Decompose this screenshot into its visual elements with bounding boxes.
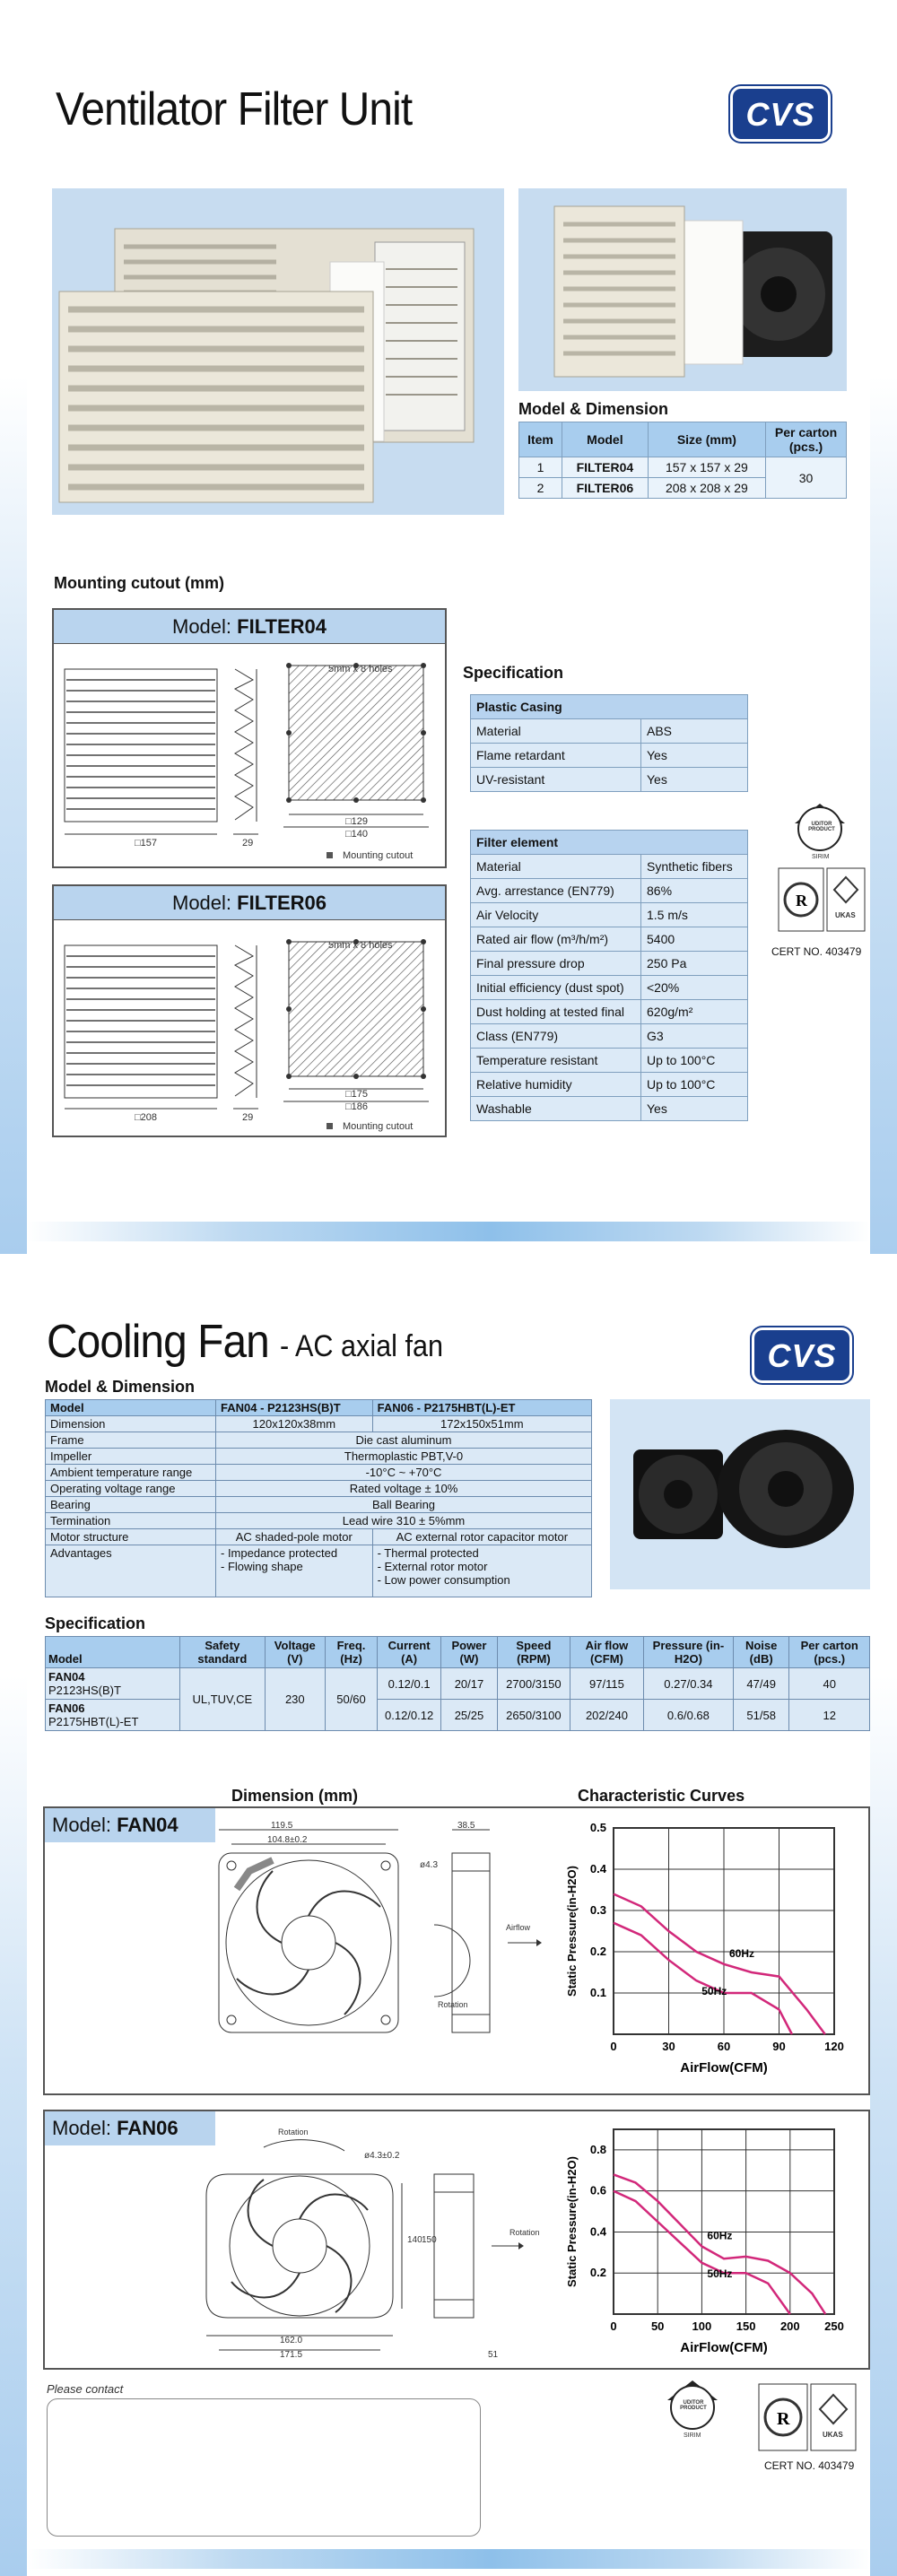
bottom-gradient-bar (27, 1222, 870, 1241)
y-axis-label: Static Pressure(in-H2O) (565, 2156, 579, 2287)
cert-number: CERT NO. 403479 (771, 945, 862, 958)
svg-text:R: R (796, 892, 807, 909)
fan-spec-table: Model Safety standard Voltage (V) Freq. (Hz) Current (A) Power (W) Speed (RPM) Air flow (CFM) Pressure (in-H2O) Noise (dB) Per carton (pcs.) FAN04 P2123HS(B)T UL,TUV,CE 230 50/60 0.12/0.1 20/17 2700/3150 97/115 0.27/0.34 47/49 40 FAN06 P2175HBT(L)-ET 0.12/0.12 25/25 2650/3100 202/240 0.6/0.68 51/58 12 (45, 1636, 870, 1731)
cvs-logo: CVS (730, 86, 831, 142)
page-gap (0, 1254, 897, 1290)
table-row: Termination Lead wire 310 ± 5%mm (46, 1513, 592, 1529)
table-row: Flame retardant Yes (471, 744, 748, 768)
x-tick-label: 0 (610, 2319, 617, 2333)
x-tick-label: 30 (662, 2040, 675, 2053)
bottom-gradient-bar-2 (27, 2549, 870, 2569)
table-row: UV-resistant Yes (471, 768, 748, 792)
table-row: Relative humidity Up to 100°C (471, 1073, 748, 1097)
y-axis-label: Static Pressure(in-H2O) (565, 1866, 579, 1997)
x-tick-label: 60 (717, 2040, 731, 2053)
filter-photo-large (52, 188, 504, 515)
table-row: Frame Die cast aluminum (46, 1432, 592, 1449)
table-row: Ambient temperature range -10°C ~ +70°C (46, 1465, 592, 1481)
table-row: Motor structure AC shaded-pole motor AC external rotor capacitor motor (46, 1529, 592, 1545)
certification-block-2: R UDITOR PRODUCT SIRIM UKAS CERT NO. 403479 (666, 2377, 859, 2511)
x-axis-label: AirFlow(CFM) (680, 2060, 768, 2076)
y-tick-label: 0.4 (589, 2224, 606, 2239)
table-row: Bearing Ball Bearing (46, 1497, 592, 1513)
plastic-casing-table: Plastic Casing Material ABS Flame retardant Yes UV-resistant Yes (470, 694, 748, 792)
mounting-title: Mounting cutout (mm) (54, 574, 224, 592)
table-row: FAN04 P2123HS(B)T UL,TUV,CE 230 50/60 0.12/0.1 20/17 2700/3150 97/115 0.27/0.34 47/49 40 (46, 1668, 870, 1700)
table-row: Material ABS (471, 719, 748, 744)
table-row: Temperature resistant Up to 100°C (471, 1049, 748, 1073)
filter04-drawing (54, 644, 445, 866)
fan04-characteristic-chart (560, 1815, 856, 2084)
table-row: Washable Yes (471, 1097, 748, 1121)
left-decor-strip (0, 0, 27, 1254)
y-tick-label: 0.8 (589, 2142, 606, 2156)
table-row: Dust holding at tested final 620g/m² (471, 1000, 748, 1024)
table-row: Air Velocity 1.5 m/s (471, 903, 748, 927)
contact-box (47, 2398, 481, 2537)
filter-model-table: Item Model Size (mm) Per carton (pcs.) 1 FILTER04 157 x 157 x 29 30 2 FILTER06 208 x 208 x 29 (518, 422, 847, 499)
table-row: Avg. arrestance (EN779) 86% (471, 879, 748, 903)
table-row: Operating voltage range Rated voltage ± 10% (46, 1481, 592, 1497)
right-decor-strip-2 (870, 1290, 897, 2576)
spec-title: Specification (463, 664, 564, 682)
fan-spec-title: Specification (45, 1614, 146, 1632)
fan06-characteristic-chart (560, 2117, 856, 2364)
filter06-drawing (54, 920, 445, 1136)
table-row: Class (EN779) G3 (471, 1024, 748, 1049)
x-tick-label: 150 (736, 2319, 756, 2333)
certification-block: R UDITOR PRODUCT SIRIM UKAS CERT NO. 403479 (771, 802, 868, 963)
x-tick-label: 120 (824, 2040, 844, 2053)
x-axis-label: AirFlow(CFM) (680, 2340, 768, 2355)
table-row: Initial efficiency (dust spot) <20% (471, 976, 748, 1000)
y-tick-label: 0.2 (589, 2266, 606, 2280)
fan04-dimension-drawing (192, 1817, 542, 2086)
filter-element-table: Filter element Material Synthetic fibers Avg. arrestance (EN779) 86% Air Velocity 1.5 m/s Rated air flow (m³/h/m²) 5400 Final pressure drop 250 Pa Initial efficiency (dust spot) <20% Dust holding at tested final 620g/m² Class (EN779) G3 Temperature resistant Up to 100°C Relative humidity Up to 100°C Washable Yes (470, 830, 748, 1121)
table-row: Dimension 120x120x38mm 172x150x51mm (46, 1416, 592, 1432)
x-tick-label: 100 (692, 2319, 712, 2333)
cvs-logo-2: CVS (752, 1327, 852, 1383)
right-decor-strip (870, 0, 897, 1254)
series-label: 50Hz (701, 1985, 727, 1998)
contact-label: Please contact (47, 2382, 124, 2396)
table-row: 1 FILTER04 157 x 157 x 29 30 (519, 457, 847, 478)
y-tick-label: 0.5 (589, 1821, 606, 1834)
plot-area (614, 2129, 834, 2314)
series-label: 50Hz (707, 2267, 733, 2280)
fan-subtitle: - AC axial fan (280, 1329, 443, 1363)
fan-page (27, 1290, 870, 2576)
cert-number-2: CERT NO. 403479 (764, 2459, 855, 2472)
table-row: 2 FILTER06 208 x 208 x 29 (519, 478, 847, 499)
y-tick-label: 0.6 (589, 2183, 606, 2197)
x-tick-label: 50 (650, 2319, 665, 2333)
table-row: Impeller Thermoplastic PBT,V-0 (46, 1449, 592, 1465)
x-tick-label: 250 (824, 2319, 844, 2333)
fan-photo (610, 1399, 870, 1589)
fan-model-table: Model FAN04 - P2123HS(B)T FAN06 - P2175HBT(L)-ET Dimension 120x120x38mm 172x150x51mm Frame Die cast aluminum Impeller Thermoplastic PBT,V-0 Ambient temperature range -10°C ~ +70°C Operating voltage range Rated voltage ± 10% Bearing Ball Bearing Termination Lead wire 310 ± 5%mm Motor structure AC shaded-pole motor AC external rotor capacitor motor Advantages - Impedance protected - Flowing shape - Thermal protected - External rotor motor - Low power consumption (45, 1399, 592, 1597)
series-label: 60Hz (729, 1946, 755, 1960)
y-tick-label: 0.3 (589, 1903, 606, 1917)
table-row: Final pressure drop 250 Pa (471, 952, 748, 976)
table-row: Advantages - Impedance protected - Flowing shape - Thermal protected - External rotor motor - Low power consumption (46, 1545, 592, 1597)
model-box-filter06: Model: FILTER06 5mm x 8 holes □208 29 □175 □186 Mounting cutout (52, 884, 447, 1137)
model-box-fan04: Model: FAN04 119.5 104.8±0.2 ø4.3 38.5 Airflow Rotation 0 30 60 90 120 0.1 0.2 0.3 0.4 0.5 60Hz 50Hz AirFlow(CFM) Static Pressure(in-H2O) (43, 1806, 870, 2095)
filter-page (27, 0, 870, 1254)
x-tick-label: 90 (772, 2040, 786, 2053)
x-tick-label: 0 (610, 2040, 617, 2053)
model-box-fan06: Model: FAN06 Rotation ø4.3±0.2 162.0 171.5 140 150 51 Rotation 0 50 100 150 200 250 0.2 0.4 0.6 0.8 60Hz 50Hz AirFlow(CFM) Static Pressure(in-H2O) (43, 2110, 870, 2370)
fan-title: Cooling Fan (47, 1316, 269, 1368)
svg-text:R: R (777, 2409, 790, 2429)
fan-model-dim-title: Model & Dimension (45, 1378, 196, 1396)
left-decor-strip-2 (0, 1290, 27, 2576)
model-dimension-title: Model & Dimension (518, 400, 669, 418)
filter-photo-small (518, 188, 847, 391)
dim-width: □157 (135, 838, 158, 849)
table-row: FAN06 P2175HBT(L)-ET 0.12/0.12 25/25 2650/3100 202/240 0.6/0.68 51/58 12 (46, 1700, 870, 1731)
x-tick-label: 200 (779, 2319, 800, 2333)
table-row: Rated air flow (m³/h/m²) 5400 (471, 927, 748, 952)
y-tick-label: 0.1 (589, 1986, 606, 1999)
y-tick-label: 0.4 (589, 1862, 606, 1875)
y-tick-label: 0.2 (589, 1945, 606, 1958)
model-box-filter04: Model: FILTER04 5mm x 8 holes □157 29 □129 □140 Mounting cutout (52, 608, 447, 868)
dimension-title: Dimension (mm) (231, 1787, 359, 1805)
series-label: 60Hz (707, 2229, 733, 2242)
page-title: Ventilator Filter Unit (56, 83, 413, 135)
table-row: Material Synthetic fibers (471, 855, 748, 879)
curves-title: Characteristic Curves (578, 1787, 745, 1805)
